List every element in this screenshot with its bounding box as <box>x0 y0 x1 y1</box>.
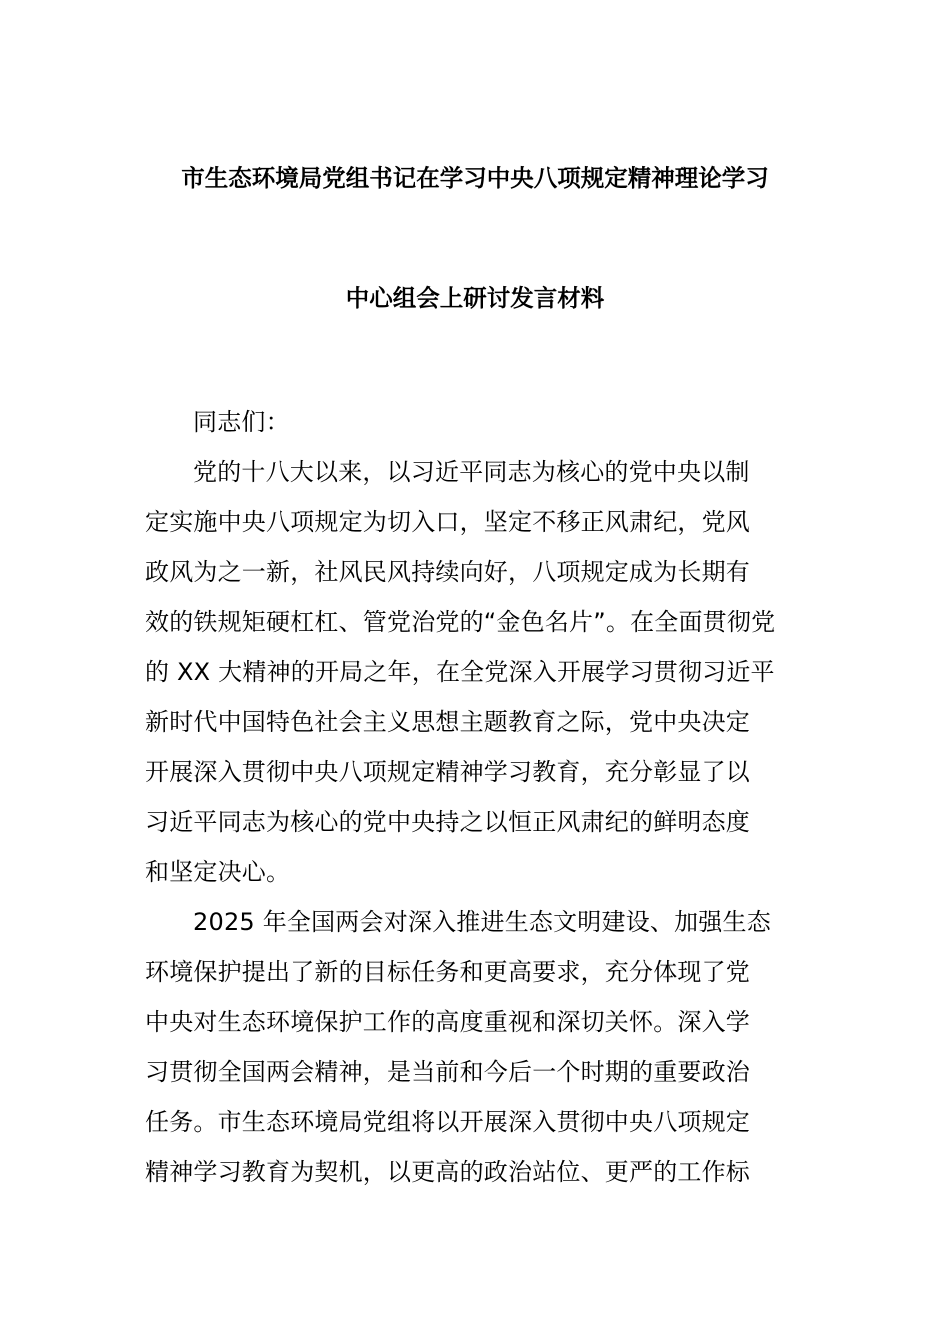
paragraph-line: 开展深入贯彻中央八项规定精神学习教育，充分彰显了以 <box>145 758 750 786</box>
paragraph-line: 效的铁规矩硬杠杠、管党治党的“金色名片”。在全面贯彻党 <box>145 608 776 636</box>
paragraph-1 <box>145 447 810 897</box>
paragraph-line: 的 XX 大精神的开局之年，在全党深入开展学习贯彻习近平 <box>145 658 775 686</box>
paragraph-line: 任务。市生态环境局党组将以开展深入贯彻中央八项规定 <box>145 1108 750 1136</box>
document-title-line-1: 市生态环境局党组书记在学习中央八项规定精神理论学习 <box>181 164 769 192</box>
paragraph-line: 精神学习教育为契机，以更高的政治站位、更严的工作标 <box>145 1158 750 1186</box>
salutation: 同志们： <box>193 408 290 436</box>
paragraph-line: 定实施中央八项规定为切入口，坚定不移正风肃纪，党风 <box>145 508 750 536</box>
paragraph-line: 习近平同志为核心的党中央持之以恒正风肃纪的鲜明态度 <box>145 808 750 836</box>
paragraph-line: 环境保护提出了新的目标任务和更高要求，充分体现了党 <box>145 958 750 986</box>
paragraph-line: 和坚定决心。 <box>145 858 291 886</box>
document-title-line-2: 中心组会上研讨发言材料 <box>345 284 605 312</box>
paragraph-line: 习贯彻全国两会精神，是当前和今后一个时期的重要政治 <box>145 1058 750 1086</box>
paragraph-line: 政风为之一新，社风民风持续向好，八项规定成为长期有 <box>145 558 750 586</box>
paragraph-line: 党的十八大以来，以习近平同志为核心的党中央以制 <box>193 458 750 486</box>
paragraph-line: 2025 年全国两会对深入推进生态文明建设、加强生态 <box>193 908 771 936</box>
paragraph-line: 新时代中国特色社会主义思想主题教育之际，党中央决定 <box>145 708 750 736</box>
paragraph-2 <box>145 897 810 1197</box>
paragraph-line: 中央对生态环境保护工作的高度重视和深切关怀。深入学 <box>145 1008 750 1036</box>
